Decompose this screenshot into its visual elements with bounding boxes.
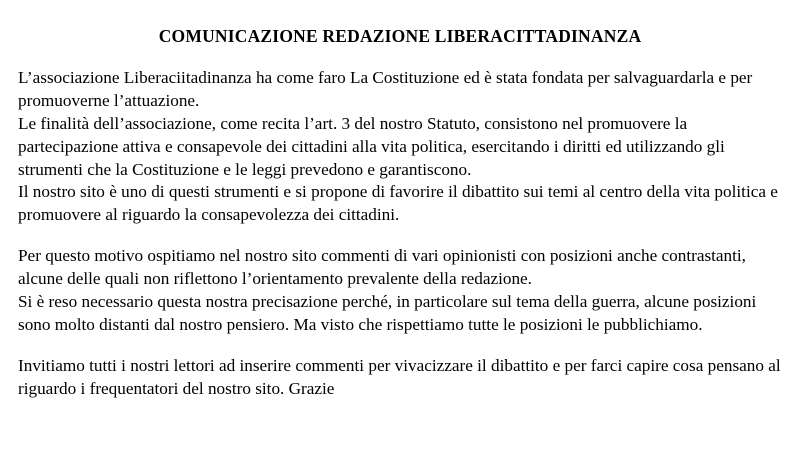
paragraph-5: Si è reso necessario questa nostra precisazione perché, in particolare sul tema della guerra, alcune posizioni sono molto distanti dal nostro pensiero. Ma visto che rispettiamo tutte le posizioni le pubblichiamo. [18, 291, 757, 334]
paragraph-spacer-2 [18, 337, 782, 355]
page-title: COMUNICAZIONE REDAZIONE LIBERACITTADINANZA [158, 26, 642, 46]
paragraph-1: L’associazione Liberaciitadinanza ha come faro La Costituzione ed è stata fondata per salvaguardarla e per promuoverne l’attuazione. [18, 68, 753, 110]
paragraph-4: Per questo motivo ospitiamo nel nostro sito commenti di vari opinionisti con posizioni anche contrastanti, alcune delle quali non riflettono l’orientamento prevalente della redazione. [18, 246, 746, 288]
paragraph-2: Le finalità dell’associazione, come recita l’art. 3 del nostro Statuto, consistono nel promuovere la partecipazione attiva e consapevole dei cittadini alla vita politica, esercitando i diritti ed utilizzando gli strumenti che la Costituzione e le leggi prevedono e garantiscono. [18, 113, 725, 179]
paragraph-3: Il nostro sito è uno di questi strumenti e si propone di favorire il dibattito sui temi al centro della vita politica e promuovere al riguardo la consapevolezza dei cittadini. [18, 182, 778, 225]
paragraph-spacer-1 [18, 227, 782, 245]
paragraph-6: Invitiamo tutti i nostri lettori ad inserire commenti per vivacizzare il dibattito e per farci capire cosa pensano al riguardo i frequentatori del nostro sito. Grazie [18, 355, 781, 398]
